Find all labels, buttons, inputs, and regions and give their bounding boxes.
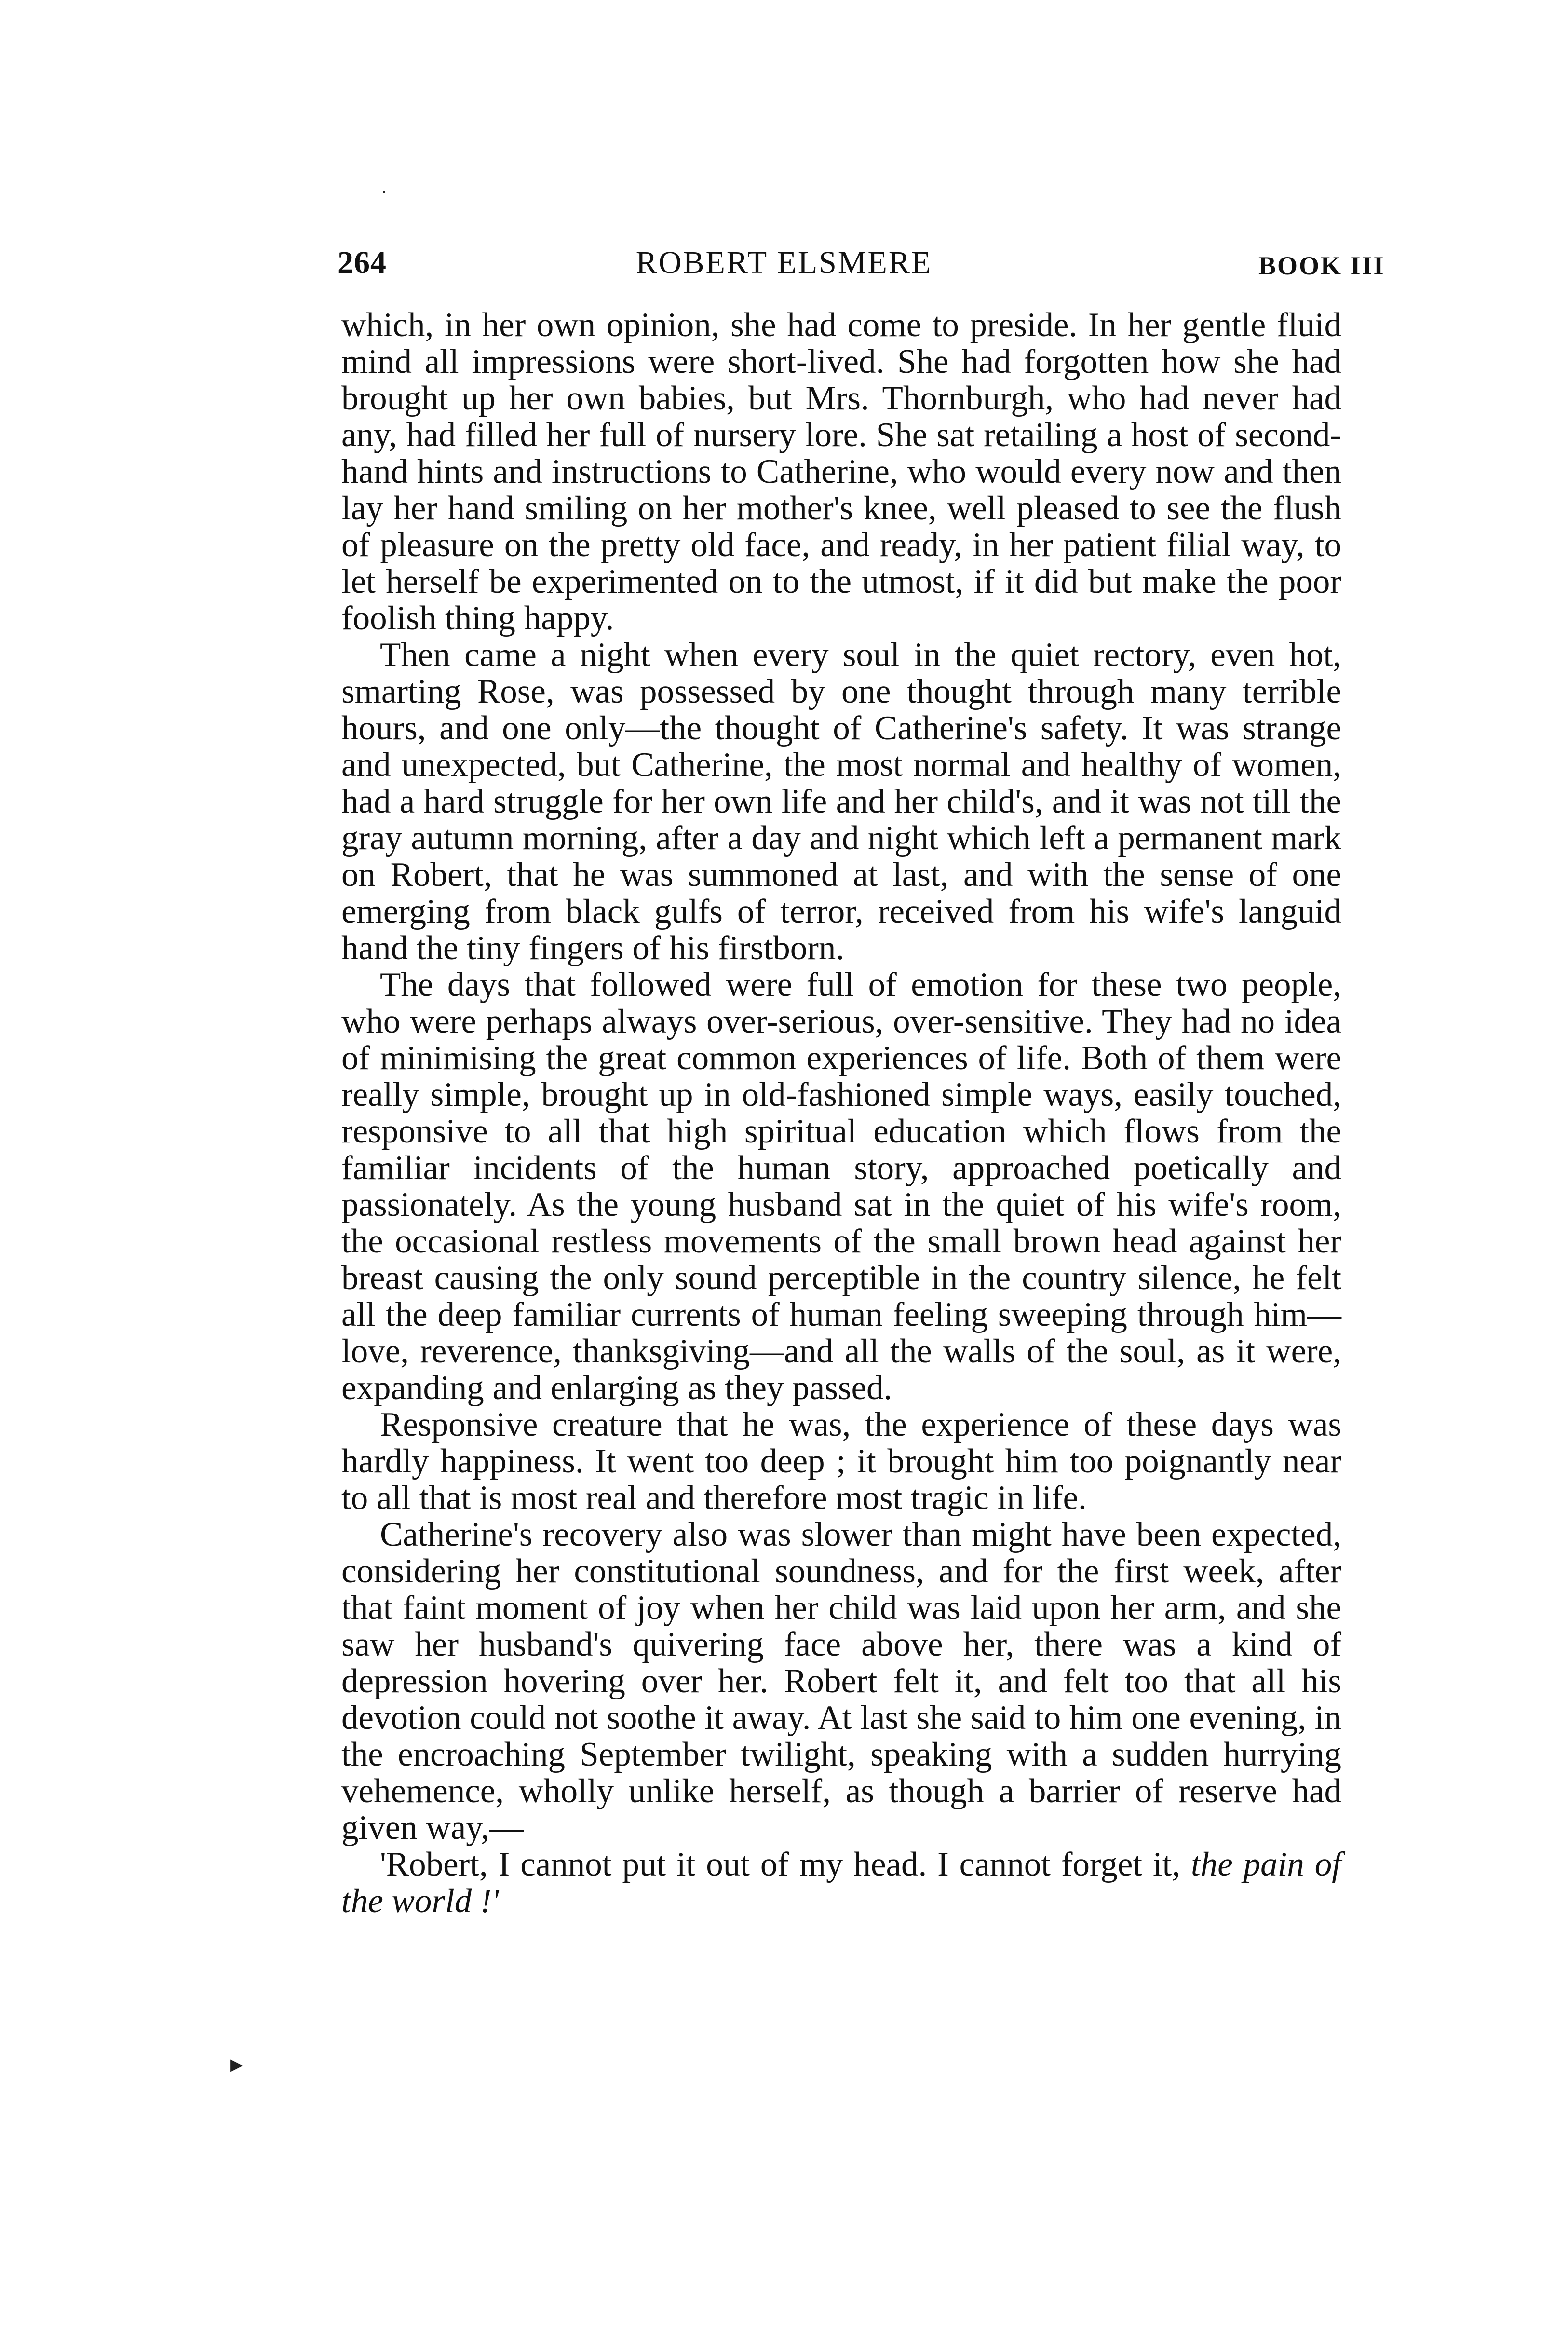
paragraph: Catherine's recovery also was slower than might have been expected, considering her constitutional soundness, and for the first week, after that faint moment of joy when her child was laid upon her arm, and she saw her husband's quivering face above her, there was a kind of depression hovering over her. Robert felt it, and felt too that all his devotion could not soothe it away. At last she said to him one evening, in the encroaching September twilight, speaking with a sudden hurrying vehemence, wholly unlike herself, as though a barrier of reserve had given way,— [341, 1516, 1341, 1847]
paragraph: The days that followed were full of emotion for these two people, who were perhaps always over-serious, over-sensitive. They had no idea of minimising the great common experiences of life. Both of them were really simple, brought up in old-fashioned simple ways, easily touched, responsive to all that high spiritual education which flows from the familiar incidents of the human story, approached poetically and passionately. As the young husband sat in the quiet of his wife's room, the occasional restless movements of the small brown head against her breast causing the only sound perceptible in the country silence, he felt all the deep familiar currents of human feeling sweeping through him—love, reverence, thanksgiving—and all the walls of the soul, as it were, expanding and enlarging as they passed. [341, 966, 1341, 1407]
page-number: 264 [338, 245, 387, 280]
page-header [0, 244, 1568, 282]
paragraph: which, in her own opinion, she had come to preside. In her gentle fluid mind all impressions were short-lived. She had forgotten how she had brought up her own babies, but Mrs. Thornburgh, who had never had any, had filled her full of nursery lore. She sat retailing a host of second-hand hints and instructions to Catherine, who would every now and then lay her hand smiling on her mother's knee, well pleased to see the flush of pleasure on the pretty old face, and ready, in her patient filial way, to let herself be experimented on to the utmost, if it did but make the poor foolish thing happy. [341, 306, 1341, 637]
paragraph: Then came a night when every soul in the quiet rectory, even hot, smarting Rose, was possessed by one thought through many terrible hours, and one only—the thought of Catherine's safety. It was strange and unexpected, but Catherine, the most normal and healthy of women, had a hard struggle for her own life and her child's, and it was not till the gray autumn morning, after a day and night which left a permanent mark on Robert, that he was summoned at last, and with the sense of one emerging from black gulfs of terror, received from his wife's languid hand the tiny fingers of his firstborn. [341, 636, 1341, 967]
book-label: BOOK III [1258, 251, 1385, 280]
paragraph: Responsive creature that he was, the experience of these days was hardly happiness. It went too deep ; it brought him too poignantly near to all that is most real and therefore most tragic in life. [341, 1406, 1341, 1517]
body-text [341, 307, 1341, 1919]
paragraph-final [341, 1846, 1341, 1919]
italic-quote: the pain of the world !' [341, 1846, 1342, 1920]
scan-speck: · [381, 182, 387, 203]
running-title: ROBERT ELSMERE [635, 245, 933, 280]
scan-mark: ▸ [230, 2051, 243, 2078]
paragraph-final-text: 'Robert, I cannot put it out of my head. I cannot forget it, [380, 1846, 1181, 1883]
